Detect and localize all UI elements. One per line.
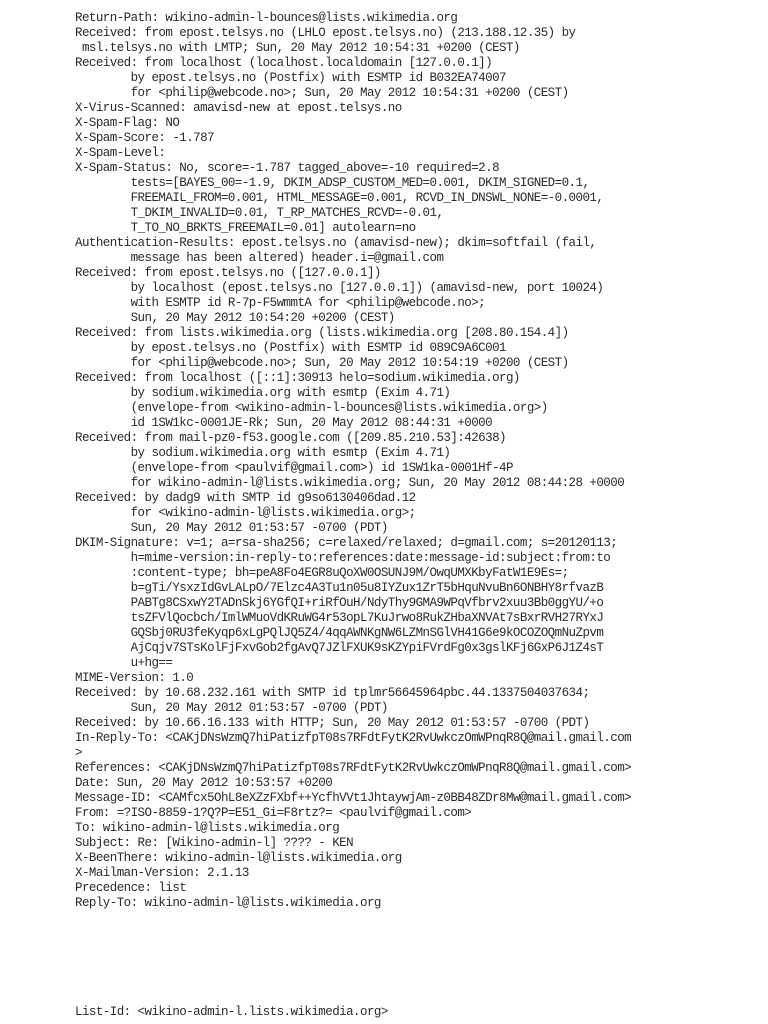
header-line: message has been altered) header.i=@gmail.com xyxy=(75,251,444,265)
header-line: Received: from mail-pz0-f53.google.com ([209.85.210.53]:42638) xyxy=(75,431,506,445)
header-line: Received: from epost.telsys.no (LHLO epost.telsys.no) (213.188.12.35) by xyxy=(75,26,576,40)
header-line: T_TO_NO_BRKTS_FREEMAIL=0.01] autolearn=no xyxy=(75,221,416,235)
header-line: Date: Sun, 20 May 2012 10:53:57 +0200 xyxy=(75,776,333,790)
header-line: Message-ID: <CAMfcx5OhL8eXZzFXbf++YcfhVVt1JhtaywjAm-z0BB48ZDr8Mw@mail.gmail.com> xyxy=(75,791,632,805)
header-line: Received: from epost.telsys.no ([127.0.0.1]) xyxy=(75,266,381,280)
header-line: References: <CAKjDNsWzmQ7hiPatizfpT08s7RFdtFytK2RvUwkczOmWPnqR8Q@mail.gmail.com> xyxy=(75,761,632,775)
header-line: In-Reply-To: <CAKjDNsWzmQ7hiPatizfpT08s7RFdtFytK2RvUwkczOmWPnqR8Q@mail.gmail.com xyxy=(75,731,632,745)
header-line: Sun, 20 May 2012 01:53:57 -0700 (PDT) xyxy=(75,521,388,535)
header-line: Received: by 10.68.232.161 with SMTP id tplmr56645964pbc.44.1337504037634; xyxy=(75,686,590,700)
header-line: (envelope-from <wikino-admin-l-bounces@lists.wikimedia.org>) xyxy=(75,401,548,415)
header-line: T_DKIM_INVALID=0.01, T_RP_MATCHES_RCVD=-0.01, xyxy=(75,206,444,220)
header-line: To: wikino-admin-l@lists.wikimedia.org xyxy=(75,821,340,835)
header-line: Received: by 10.66.16.133 with HTTP; Sun, 20 May 2012 01:53:57 -0700 (PDT) xyxy=(75,716,590,730)
email-headers-block xyxy=(75,11,765,911)
header-line: FREEMAIL_FROM=0.001, HTML_MESSAGE=0.001, RCVD_IN_DNSWL_NONE=-0.0001, xyxy=(75,191,604,205)
header-line: MIME-Version: 1.0 xyxy=(75,671,194,685)
header-line: msl.telsys.no with LMTP; Sun, 20 May 2012 10:54:31 +0200 (CEST) xyxy=(75,41,520,55)
header-line: X-BeenThere: wikino-admin-l@lists.wikimedia.org xyxy=(75,851,402,865)
header-line: by localhost (epost.telsys.no [127.0.0.1]) (amavisd-new, port 10024) xyxy=(75,281,604,295)
header-line: tsZFVlQocbch/ImlWMuoVdKRuWG4r53opL7KuJrwo8RukZHbaXNVAt7sBxrRVH27RYxJ xyxy=(75,611,604,625)
header-line: AjCqjv7STsKolFjFxvGob2fgAvQ7JZlFXUK9sKZYpiFVrdFg0x3gslKFj6GxP6J1Z4sT xyxy=(75,641,604,655)
header-line: From: =?ISO-8859-1?Q?P=E51_Gi=F8rtz?= <paulvif@gmail.com> xyxy=(75,806,472,820)
header-line: b=gTi/YsxzIdGvLALpO/7Elzc4A3Tu1n05u8IYZux1ZrT5bHquNvuBn6ONBHY8rfvazB xyxy=(75,581,604,595)
header-line: X-Spam-Level: xyxy=(75,146,166,160)
header-line: X-Spam-Score: -1.787 xyxy=(75,131,215,145)
header-line: id 1SW1kc-0001JE-Rk; Sun, 20 May 2012 08:44:31 +0000 xyxy=(75,416,493,430)
header-line: PABTg8CSxwY2TADnSkj6YGfQI+riRfOuH/NdyThy9GMA9WPqVfbrv2xuu3Bb0ggYU/+o xyxy=(75,596,604,610)
header-line: for <philip@webcode.no>; Sun, 20 May 2012 10:54:31 +0200 (CEST) xyxy=(75,86,569,100)
list-id-header-line: List-Id: <wikino-admin-l.lists.wikimedia.org> xyxy=(75,1005,388,1019)
header-line: Return-Path: wikino-admin-l-bounces@lists.wikimedia.org xyxy=(75,11,458,25)
header-line: Received: by dadg9 with SMTP id g9so6130406dad.12 xyxy=(75,491,416,505)
header-line: with ESMTP id R-7p-F5wmmtA for <philip@webcode.no>; xyxy=(75,296,486,310)
header-line: Subject: Re: [Wikino-admin-l] ???? - KEN xyxy=(75,836,354,850)
header-line: by sodium.wikimedia.org with esmtp (Exim 4.71) xyxy=(75,386,451,400)
header-line: Precedence: list xyxy=(75,881,187,895)
header-line: tests=[BAYES_00=-1.9, DKIM_ADSP_CUSTOM_MED=0.001, DKIM_SIGNED=0.1, xyxy=(75,176,590,190)
header-line: Sun, 20 May 2012 10:54:20 +0200 (CEST) xyxy=(75,311,395,325)
header-line: by epost.telsys.no (Postfix) with ESMTP id 089C9A6C001 xyxy=(75,341,506,355)
header-line: DKIM-Signature: v=1; a=rsa-sha256; c=relaxed/relaxed; d=gmail.com; s=20120113; xyxy=(75,536,618,550)
header-line: for wikino-admin-l@lists.wikimedia.org; Sun, 20 May 2012 08:44:28 +0000 xyxy=(75,476,625,490)
header-line: for <philip@webcode.no>; Sun, 20 May 2012 10:54:19 +0200 (CEST) xyxy=(75,356,569,370)
header-line: X-Virus-Scanned: amavisd-new at epost.telsys.no xyxy=(75,101,402,115)
header-line: Reply-To: wikino-admin-l@lists.wikimedia.org xyxy=(75,896,381,910)
header-line: (envelope-from <paulvif@gmail.com>) id 1SW1ka-0001Hf-4P xyxy=(75,461,513,475)
header-line: X-Spam-Status: No, score=-1.787 tagged_above=-10 required=2.8 xyxy=(75,161,500,175)
header-line: X-Mailman-Version: 2.1.13 xyxy=(75,866,249,880)
header-line: by sodium.wikimedia.org with esmtp (Exim 4.71) xyxy=(75,446,451,460)
header-line: u+hg== xyxy=(75,656,173,670)
header-line: Authentication-Results: epost.telsys.no (amavisd-new); dkim=softfail (fail, xyxy=(75,236,597,250)
header-line: by epost.telsys.no (Postfix) with ESMTP id B032EA74007 xyxy=(75,71,506,85)
header-line: > xyxy=(75,746,82,760)
header-line: h=mime-version:in-reply-to:references:date:message-id:subject:from:to xyxy=(75,551,611,565)
header-line: GQSbj0RU3feKyqp6xLgPQlJQ5Z4/4qqAWNKgNW6LZMnSGlVH41G6e9kOCOZOQmNuZpvm xyxy=(75,626,604,640)
header-line: Received: from localhost (localhost.localdomain [127.0.0.1]) xyxy=(75,56,493,70)
header-line: Received: from localhost ([::1]:30913 helo=sodium.wikimedia.org) xyxy=(75,371,520,385)
header-line: X-Spam-Flag: NO xyxy=(75,116,180,130)
header-line: for <wikino-admin-l@lists.wikimedia.org>; xyxy=(75,506,416,520)
header-line: :content-type; bh=peA8Fo4EGR8uQoXW0OSUNJ9M/OwqUMXKbyFatW1E9Es=; xyxy=(75,566,569,580)
header-line: Sun, 20 May 2012 01:53:57 -0700 (PDT) xyxy=(75,701,388,715)
header-line: Received: from lists.wikimedia.org (lists.wikimedia.org [208.80.154.4]) xyxy=(75,326,569,340)
